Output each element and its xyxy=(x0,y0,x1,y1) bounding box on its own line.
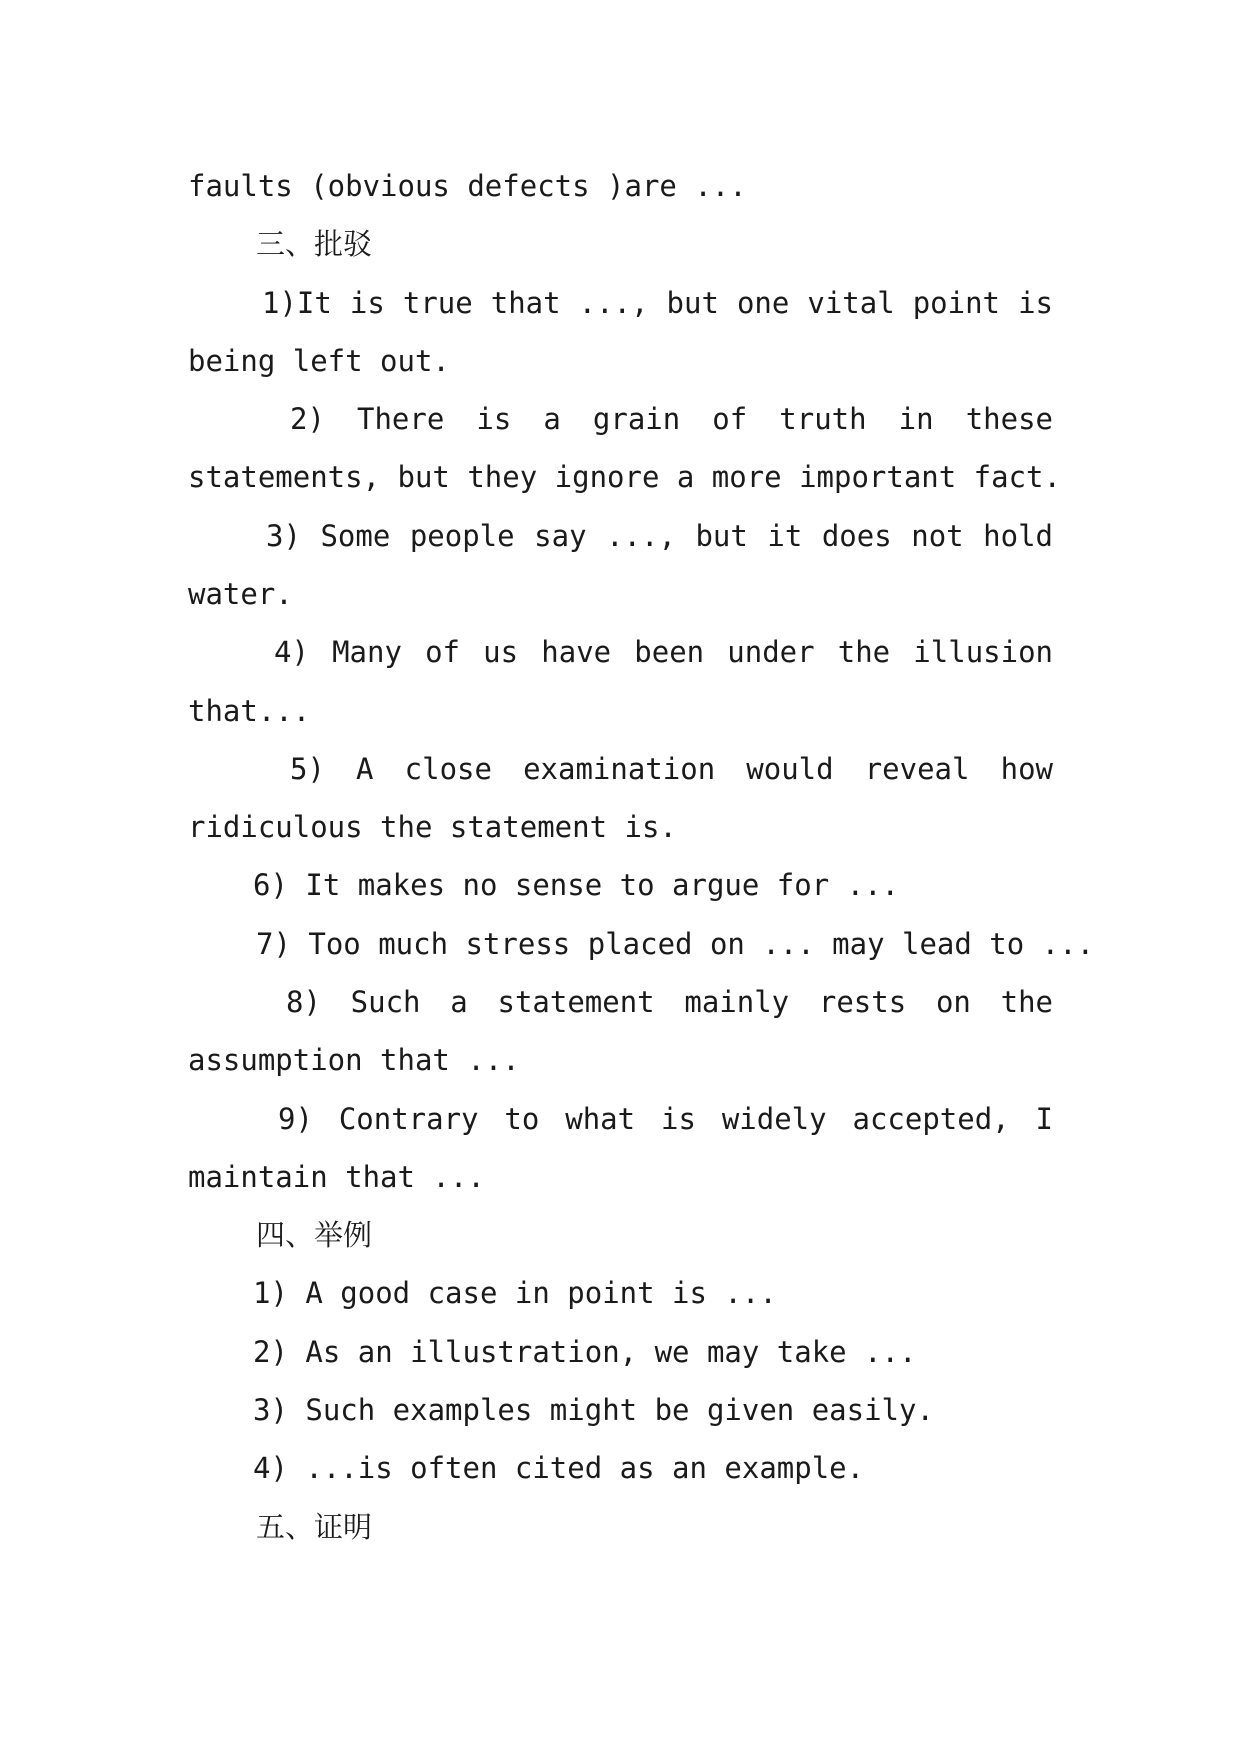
text-line: maintain that ... xyxy=(188,1160,485,1194)
text-line: being left out. xyxy=(188,344,450,378)
text-line: 2) There is a grain of truth in these xyxy=(290,402,1053,436)
text-line: ridiculous the statement is. xyxy=(188,810,677,844)
text-line: 1) A good case in point is ... xyxy=(253,1276,777,1310)
section-heading: 三、批驳 xyxy=(256,227,373,261)
text-line: assumption that ... xyxy=(188,1043,520,1077)
section-heading: 五、证明 xyxy=(256,1510,373,1544)
text-line: 4) Many of us have been under the illusion xyxy=(274,635,1053,669)
text-line: 6) It makes no sense to argue for ... xyxy=(253,868,900,902)
text-line: 4) ...is often cited as an example. xyxy=(253,1451,865,1485)
text-line: 2) As an illustration, we may take ... xyxy=(253,1335,917,1369)
text-line: 9) Contrary to what is widely accepted, I xyxy=(278,1102,1053,1136)
text-line: faults (obvious defects )are ... xyxy=(188,169,747,203)
text-line: water. xyxy=(188,577,293,611)
text-line: 8) Such a statement mainly rests on the xyxy=(286,985,1053,1019)
text-line: statements, but they ignore a more important fact. xyxy=(188,460,1061,494)
text-line: 7) Too much stress placed on ... may lead to ... xyxy=(256,927,1095,961)
text-line: 1)It is true that ..., but one vital point is xyxy=(262,286,1053,320)
text-line: 3) Such examples might be given easily. xyxy=(253,1393,934,1427)
text-line: 3) Some people say ..., but it does not hold xyxy=(266,519,1053,553)
text-line: that... xyxy=(188,694,311,728)
text-line: 5) A close examination would reveal how xyxy=(290,752,1053,786)
section-heading: 四、举例 xyxy=(256,1218,373,1252)
